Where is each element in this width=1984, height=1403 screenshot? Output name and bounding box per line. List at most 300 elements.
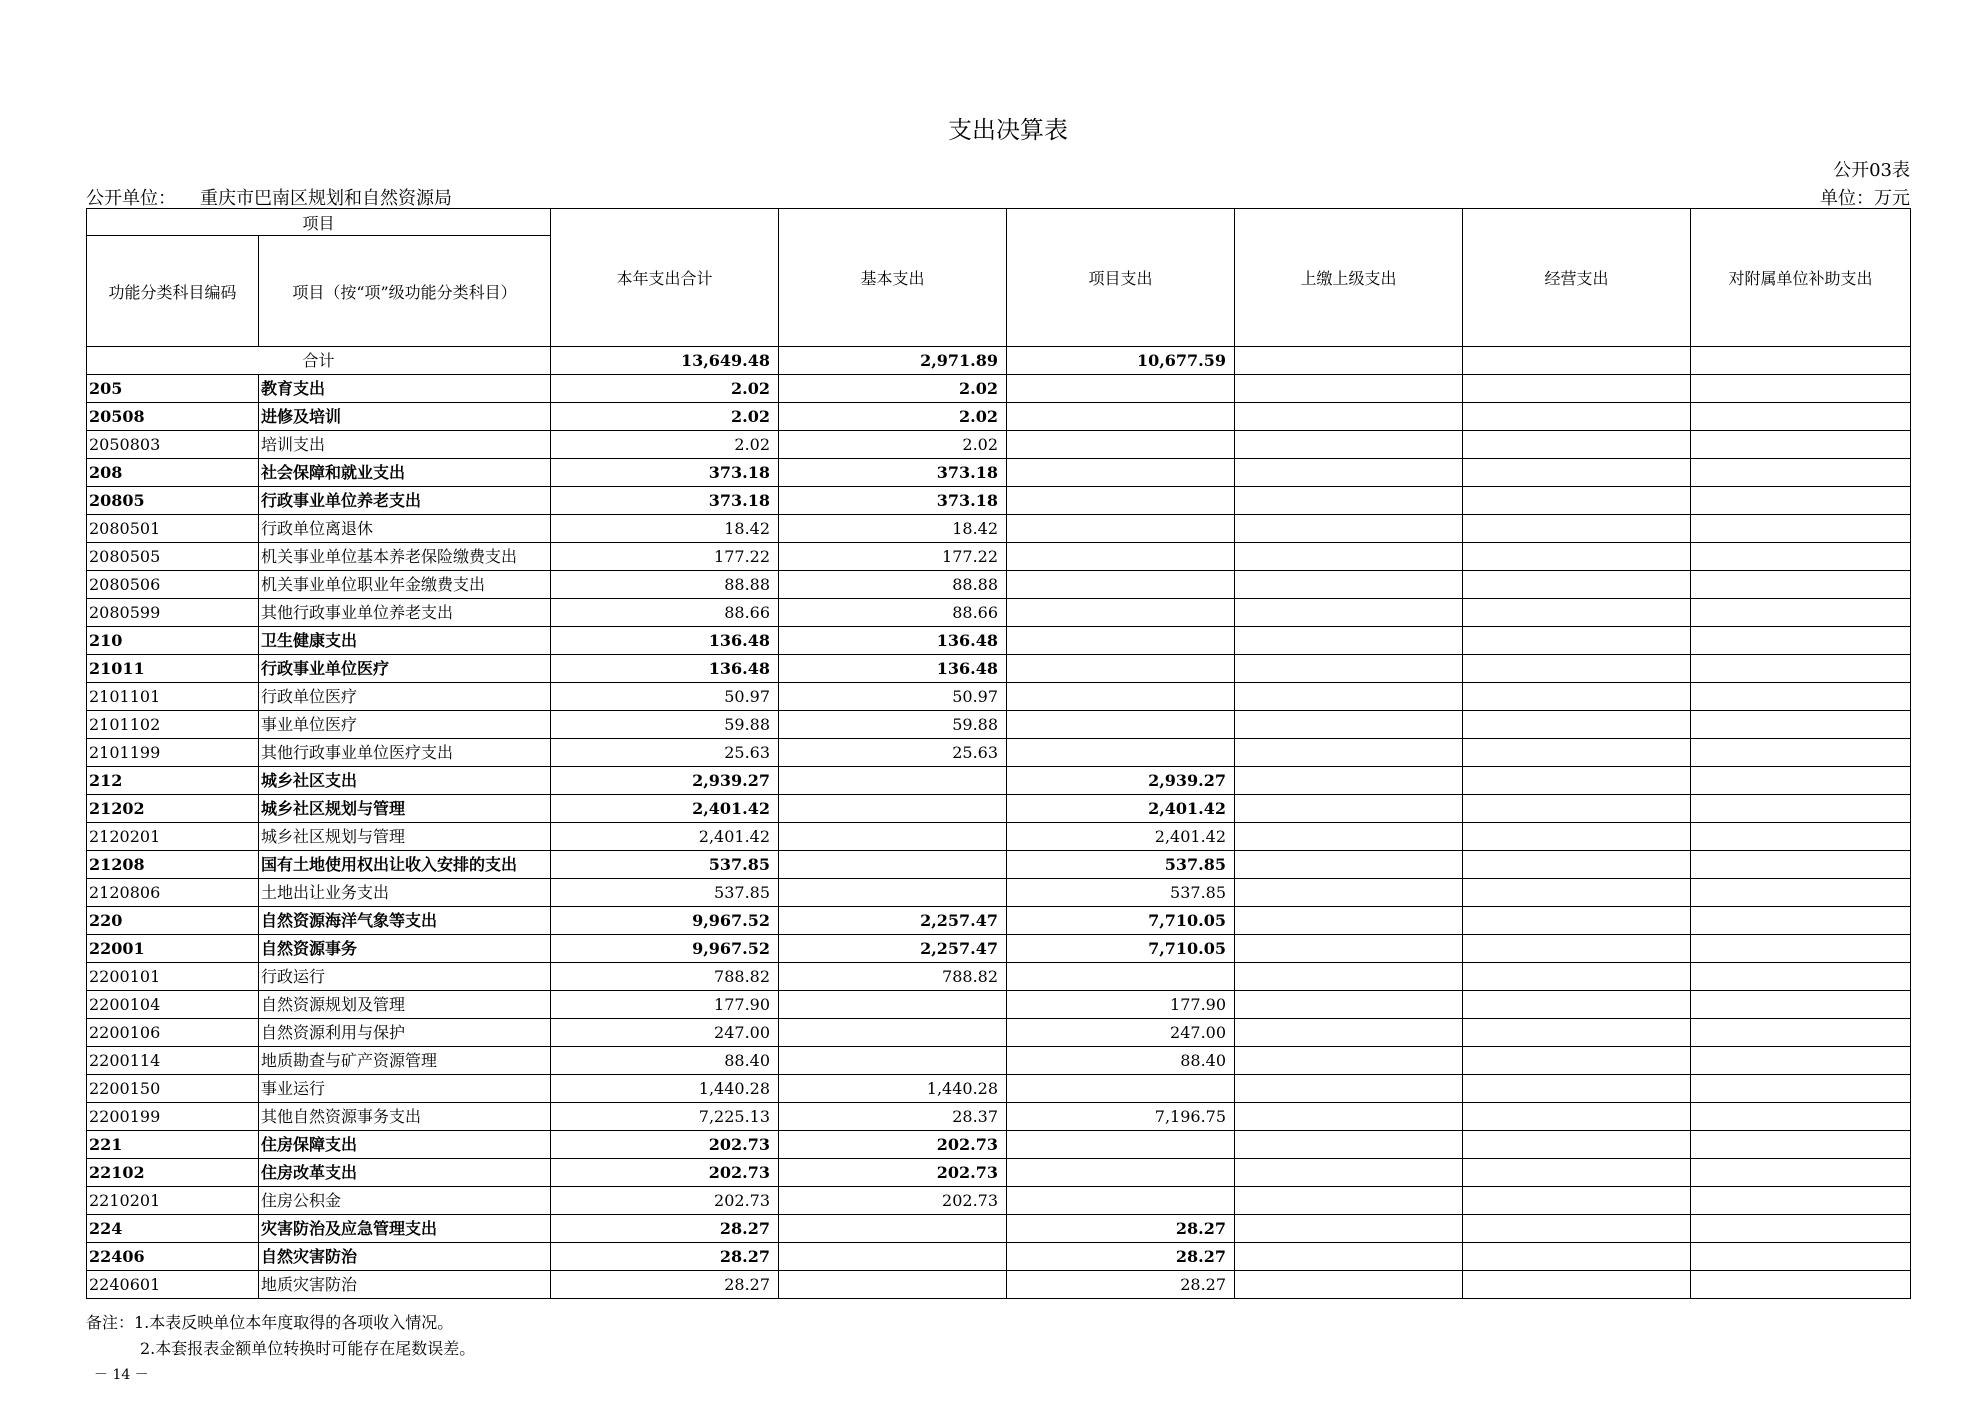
row-code: 22102 xyxy=(87,1159,259,1187)
row-value: 788.82 xyxy=(779,963,1007,991)
row-value xyxy=(779,823,1007,851)
row-value xyxy=(779,851,1007,879)
row-value xyxy=(1691,851,1911,879)
row-code: 20508 xyxy=(87,403,259,431)
row-value: 2,401.42 xyxy=(1007,795,1235,823)
row-code: 2240601 xyxy=(87,1271,259,1299)
row-value xyxy=(1463,487,1691,515)
row-name: 其他自然资源事务支出 xyxy=(259,1103,551,1131)
row-value: 28.27 xyxy=(1007,1243,1235,1271)
table-row xyxy=(87,1131,1911,1159)
row-value: 136.48 xyxy=(551,655,779,683)
row-value: 136.48 xyxy=(779,655,1007,683)
row-value xyxy=(1463,683,1691,711)
row-value xyxy=(1235,403,1463,431)
row-value: 88.40 xyxy=(551,1047,779,1075)
row-value: 2.02 xyxy=(779,431,1007,459)
row-value xyxy=(1463,375,1691,403)
table-body xyxy=(87,347,1911,1299)
row-name: 培训支出 xyxy=(259,431,551,459)
row-code: 2101199 xyxy=(87,739,259,767)
row-value: 2,939.27 xyxy=(1007,767,1235,795)
row-value: 9,967.52 xyxy=(551,907,779,935)
table-row xyxy=(87,935,1911,963)
row-name: 行政事业单位养老支出 xyxy=(259,487,551,515)
header-item-group: 项目 xyxy=(87,209,551,236)
row-value xyxy=(1463,571,1691,599)
row-value xyxy=(1463,1243,1691,1271)
row-value xyxy=(1691,935,1911,963)
row-code: 2080599 xyxy=(87,599,259,627)
row-value xyxy=(779,1271,1007,1299)
row-value: 177.90 xyxy=(1007,991,1235,1019)
org-label: 公开单位： xyxy=(86,188,176,209)
row-value xyxy=(1691,375,1911,403)
row-value xyxy=(1007,403,1235,431)
total-value xyxy=(1691,347,1911,375)
row-value xyxy=(1007,1159,1235,1187)
table-row xyxy=(87,515,1911,543)
table-row xyxy=(87,991,1911,1019)
row-code: 2200104 xyxy=(87,991,259,1019)
row-value xyxy=(1691,1047,1911,1075)
row-value xyxy=(1691,823,1911,851)
row-code: 22001 xyxy=(87,935,259,963)
row-value xyxy=(1691,627,1911,655)
row-value: 177.22 xyxy=(551,543,779,571)
row-value xyxy=(1463,543,1691,571)
row-name: 其他行政事业单位医疗支出 xyxy=(259,739,551,767)
row-value: 50.97 xyxy=(551,683,779,711)
row-name: 城乡社区规划与管理 xyxy=(259,795,551,823)
total-value: 13,649.48 xyxy=(551,347,779,375)
row-value xyxy=(1007,627,1235,655)
row-value: 2.02 xyxy=(779,403,1007,431)
row-code: 2101102 xyxy=(87,711,259,739)
table-row xyxy=(87,823,1911,851)
row-value: 28.27 xyxy=(551,1271,779,1299)
table-row xyxy=(87,543,1911,571)
row-value xyxy=(1691,1271,1911,1299)
row-name: 社会保障和就业支出 xyxy=(259,459,551,487)
row-code: 2050803 xyxy=(87,431,259,459)
row-value xyxy=(1463,739,1691,767)
row-value xyxy=(1463,767,1691,795)
page-title: 支出决算表 xyxy=(948,116,1068,144)
row-value: 25.63 xyxy=(779,739,1007,767)
row-value xyxy=(1235,1103,1463,1131)
row-value xyxy=(1463,459,1691,487)
row-value xyxy=(1007,599,1235,627)
row-value xyxy=(1235,487,1463,515)
row-value xyxy=(1235,1131,1463,1159)
row-value: 2.02 xyxy=(779,375,1007,403)
row-value xyxy=(1235,1047,1463,1075)
row-code: 2080501 xyxy=(87,515,259,543)
table-row xyxy=(87,599,1911,627)
row-value: 788.82 xyxy=(551,963,779,991)
table-row xyxy=(87,1103,1911,1131)
note-2: 2.本套报表金额单位转换时可能存在尾数误差。 xyxy=(140,1339,476,1358)
row-value: 28.27 xyxy=(1007,1215,1235,1243)
row-value xyxy=(1007,571,1235,599)
row-name: 城乡社区支出 xyxy=(259,767,551,795)
row-value xyxy=(1235,1159,1463,1187)
row-name: 自然资源规划及管理 xyxy=(259,991,551,1019)
row-value: 7,196.75 xyxy=(1007,1103,1235,1131)
row-value xyxy=(1463,711,1691,739)
row-name: 事业运行 xyxy=(259,1075,551,1103)
row-value xyxy=(1463,655,1691,683)
total-value xyxy=(1235,347,1463,375)
row-value xyxy=(1007,1131,1235,1159)
row-value xyxy=(1007,1075,1235,1103)
row-value xyxy=(1235,627,1463,655)
row-name: 灾害防治及应急管理支出 xyxy=(259,1215,551,1243)
row-value xyxy=(1691,907,1911,935)
unit-line xyxy=(86,184,1910,210)
row-name: 卫生健康支出 xyxy=(259,627,551,655)
row-code: 2200199 xyxy=(87,1103,259,1131)
row-value xyxy=(1463,627,1691,655)
row-value: 9,967.52 xyxy=(551,935,779,963)
row-value: 18.42 xyxy=(779,515,1007,543)
table-row xyxy=(87,683,1911,711)
row-value: 50.97 xyxy=(779,683,1007,711)
row-code: 205 xyxy=(87,375,259,403)
row-value xyxy=(1463,515,1691,543)
row-code: 210 xyxy=(87,627,259,655)
row-value xyxy=(1691,543,1911,571)
row-value: 1,440.28 xyxy=(551,1075,779,1103)
table-row xyxy=(87,403,1911,431)
currency-unit: 单位：万元 xyxy=(1820,188,1910,209)
row-code: 2200101 xyxy=(87,963,259,991)
row-name: 自然资源利用与保护 xyxy=(259,1019,551,1047)
row-value: 7,710.05 xyxy=(1007,907,1235,935)
row-code: 21202 xyxy=(87,795,259,823)
row-value xyxy=(1691,1075,1911,1103)
row-name: 行政事业单位医疗 xyxy=(259,655,551,683)
row-value xyxy=(1007,683,1235,711)
row-name: 机关事业单位职业年金缴费支出 xyxy=(259,571,551,599)
row-name: 土地出让业务支出 xyxy=(259,879,551,907)
row-value xyxy=(1691,459,1911,487)
row-value xyxy=(1691,963,1911,991)
row-value xyxy=(1235,543,1463,571)
header-subsidy-affiliates: 对附属单位补助支出 xyxy=(1691,209,1911,347)
row-code: 2120806 xyxy=(87,879,259,907)
table-row xyxy=(87,711,1911,739)
row-value xyxy=(1235,1019,1463,1047)
row-value: 59.88 xyxy=(779,711,1007,739)
row-value xyxy=(1235,935,1463,963)
row-value xyxy=(1235,963,1463,991)
row-value xyxy=(1691,1103,1911,1131)
row-value: 202.73 xyxy=(551,1187,779,1215)
row-value: 373.18 xyxy=(779,487,1007,515)
row-value xyxy=(1463,1187,1691,1215)
row-value xyxy=(1463,991,1691,1019)
header-remit-superior: 上缴上级支出 xyxy=(1235,209,1463,347)
row-value xyxy=(1691,879,1911,907)
row-value: 88.66 xyxy=(779,599,1007,627)
table-row xyxy=(87,627,1911,655)
row-value xyxy=(1691,1159,1911,1187)
row-value: 88.66 xyxy=(551,599,779,627)
row-value xyxy=(1463,1271,1691,1299)
row-value xyxy=(1691,711,1911,739)
table-row xyxy=(87,767,1911,795)
row-value: 136.48 xyxy=(779,627,1007,655)
row-name: 住房公积金 xyxy=(259,1187,551,1215)
table-row xyxy=(87,375,1911,403)
row-value xyxy=(779,1047,1007,1075)
row-value: 88.40 xyxy=(1007,1047,1235,1075)
row-value xyxy=(1463,431,1691,459)
row-value xyxy=(1463,851,1691,879)
row-name: 行政单位离退休 xyxy=(259,515,551,543)
row-code: 2080506 xyxy=(87,571,259,599)
row-code: 220 xyxy=(87,907,259,935)
row-code: 2200106 xyxy=(87,1019,259,1047)
row-value: 177.22 xyxy=(779,543,1007,571)
row-code: 212 xyxy=(87,767,259,795)
row-value xyxy=(779,1243,1007,1271)
row-value xyxy=(1235,879,1463,907)
row-value: 2,401.42 xyxy=(551,795,779,823)
row-value xyxy=(1007,739,1235,767)
row-value xyxy=(779,767,1007,795)
row-value: 88.88 xyxy=(551,571,779,599)
header-total-expense: 本年支出合计 xyxy=(551,209,779,347)
row-name: 城乡社区规划与管理 xyxy=(259,823,551,851)
row-value xyxy=(1463,935,1691,963)
row-value xyxy=(1235,907,1463,935)
row-value xyxy=(1235,1271,1463,1299)
header-name: 项目（按“项”级功能分类科目） xyxy=(259,236,551,347)
header-basic-expense: 基本支出 xyxy=(779,209,1007,347)
row-value: 373.18 xyxy=(551,459,779,487)
row-value: 537.85 xyxy=(551,879,779,907)
row-value: 537.85 xyxy=(1007,851,1235,879)
row-name: 进修及培训 xyxy=(259,403,551,431)
row-value: 88.88 xyxy=(779,571,1007,599)
row-value xyxy=(1007,431,1235,459)
row-value xyxy=(1691,739,1911,767)
row-value: 373.18 xyxy=(779,459,1007,487)
row-value xyxy=(1235,375,1463,403)
row-name: 行政单位医疗 xyxy=(259,683,551,711)
table-row xyxy=(87,655,1911,683)
row-name: 行政运行 xyxy=(259,963,551,991)
row-value xyxy=(1463,599,1691,627)
row-value xyxy=(1235,431,1463,459)
row-value xyxy=(1235,1243,1463,1271)
row-value: 2,939.27 xyxy=(551,767,779,795)
table-row xyxy=(87,1187,1911,1215)
row-value xyxy=(1691,1187,1911,1215)
row-value xyxy=(1463,879,1691,907)
row-name: 国有土地使用权出让收入安排的支出 xyxy=(259,851,551,879)
row-value xyxy=(1691,795,1911,823)
row-value: 2.02 xyxy=(551,403,779,431)
row-value xyxy=(1691,515,1911,543)
row-value xyxy=(779,795,1007,823)
row-value xyxy=(1007,711,1235,739)
row-value xyxy=(1463,1215,1691,1243)
row-value xyxy=(1691,655,1911,683)
row-name: 机关事业单位基本养老保险缴费支出 xyxy=(259,543,551,571)
table-row xyxy=(87,963,1911,991)
row-value xyxy=(1463,403,1691,431)
row-value: 373.18 xyxy=(551,487,779,515)
header-project-expense: 项目支出 xyxy=(1007,209,1235,347)
row-code: 221 xyxy=(87,1131,259,1159)
row-value xyxy=(1007,375,1235,403)
org-info xyxy=(86,184,452,210)
row-code: 2210201 xyxy=(87,1187,259,1215)
table-row xyxy=(87,1019,1911,1047)
row-value: 247.00 xyxy=(551,1019,779,1047)
row-code: 2200150 xyxy=(87,1075,259,1103)
table-row xyxy=(87,851,1911,879)
row-value: 177.90 xyxy=(551,991,779,1019)
row-value xyxy=(1691,1131,1911,1159)
row-value: 25.63 xyxy=(551,739,779,767)
row-code: 224 xyxy=(87,1215,259,1243)
table-row xyxy=(87,739,1911,767)
row-value xyxy=(1463,823,1691,851)
table-row xyxy=(87,431,1911,459)
row-value xyxy=(1463,795,1691,823)
row-value: 1,440.28 xyxy=(779,1075,1007,1103)
header-code: 功能分类科目编码 xyxy=(87,236,259,347)
total-value xyxy=(1463,347,1691,375)
row-value xyxy=(1235,851,1463,879)
table-row xyxy=(87,487,1911,515)
table-row xyxy=(87,1215,1911,1243)
row-value xyxy=(1463,1103,1691,1131)
row-value: 2,401.42 xyxy=(1007,823,1235,851)
row-code: 2200114 xyxy=(87,1047,259,1075)
row-value xyxy=(1235,795,1463,823)
row-value xyxy=(779,1019,1007,1047)
row-value xyxy=(1691,991,1911,1019)
row-value: 7,225.13 xyxy=(551,1103,779,1131)
row-value xyxy=(779,991,1007,1019)
row-value: 18.42 xyxy=(551,515,779,543)
row-value xyxy=(1463,1131,1691,1159)
row-value xyxy=(1691,767,1911,795)
row-value xyxy=(1007,487,1235,515)
row-value xyxy=(1691,599,1911,627)
row-value xyxy=(1007,1187,1235,1215)
row-value xyxy=(1235,711,1463,739)
row-value xyxy=(1235,599,1463,627)
row-value: 537.85 xyxy=(551,851,779,879)
row-value: 247.00 xyxy=(1007,1019,1235,1047)
table-row xyxy=(87,879,1911,907)
row-value xyxy=(1691,1215,1911,1243)
row-value: 202.73 xyxy=(779,1131,1007,1159)
row-value xyxy=(1235,515,1463,543)
row-value xyxy=(1463,907,1691,935)
row-value xyxy=(1691,1243,1911,1271)
note-1: 备注：1.本表反映单位本年度取得的各项收入情况。 xyxy=(86,1313,454,1332)
row-name: 事业单位医疗 xyxy=(259,711,551,739)
row-value xyxy=(1235,1075,1463,1103)
row-value xyxy=(1463,1047,1691,1075)
table-row xyxy=(87,907,1911,935)
row-value xyxy=(1691,487,1911,515)
row-value xyxy=(1463,963,1691,991)
row-name: 地质勘查与矿产资源管理 xyxy=(259,1047,551,1075)
row-code: 21011 xyxy=(87,655,259,683)
row-value xyxy=(1235,823,1463,851)
table-row xyxy=(87,795,1911,823)
row-value: 202.73 xyxy=(779,1187,1007,1215)
table-row xyxy=(87,1047,1911,1075)
total-label: 合计 xyxy=(87,347,551,375)
row-value: 7,710.05 xyxy=(1007,935,1235,963)
row-value: 59.88 xyxy=(551,711,779,739)
page-number: － 14 － xyxy=(94,1367,149,1383)
row-value xyxy=(1235,459,1463,487)
org-name: 重庆市巴南区规划和自然资源局 xyxy=(200,188,452,209)
row-value xyxy=(1007,459,1235,487)
row-value xyxy=(1235,1215,1463,1243)
row-value xyxy=(1007,543,1235,571)
row-value xyxy=(1463,1019,1691,1047)
row-value: 202.73 xyxy=(551,1159,779,1187)
row-value: 28.27 xyxy=(1007,1271,1235,1299)
row-value xyxy=(779,879,1007,907)
table-row xyxy=(87,571,1911,599)
row-value: 2.02 xyxy=(551,431,779,459)
table-row xyxy=(87,1271,1911,1299)
row-value: 28.37 xyxy=(779,1103,1007,1131)
row-value: 2,257.47 xyxy=(779,907,1007,935)
table-row xyxy=(87,459,1911,487)
row-code: 21208 xyxy=(87,851,259,879)
row-value xyxy=(1691,403,1911,431)
form-number: 公开03表 xyxy=(1833,160,1910,181)
row-value xyxy=(1463,1159,1691,1187)
table-row xyxy=(87,1159,1911,1187)
row-name: 住房保障支出 xyxy=(259,1131,551,1159)
notes xyxy=(86,1310,475,1362)
row-value: 537.85 xyxy=(1007,879,1235,907)
row-value: 136.48 xyxy=(551,627,779,655)
row-value xyxy=(1007,515,1235,543)
table-row xyxy=(87,1243,1911,1271)
row-name: 教育支出 xyxy=(259,375,551,403)
row-value: 202.73 xyxy=(551,1131,779,1159)
total-row xyxy=(87,347,1911,375)
row-value xyxy=(1691,683,1911,711)
total-value: 10,677.59 xyxy=(1007,347,1235,375)
row-code: 2101101 xyxy=(87,683,259,711)
row-value: 202.73 xyxy=(779,1159,1007,1187)
row-code: 208 xyxy=(87,459,259,487)
row-code: 2120201 xyxy=(87,823,259,851)
row-name: 自然资源海洋气象等支出 xyxy=(259,907,551,935)
row-code: 2080505 xyxy=(87,543,259,571)
row-value xyxy=(1691,571,1911,599)
total-value: 2,971.89 xyxy=(779,347,1007,375)
row-value: 28.27 xyxy=(551,1243,779,1271)
